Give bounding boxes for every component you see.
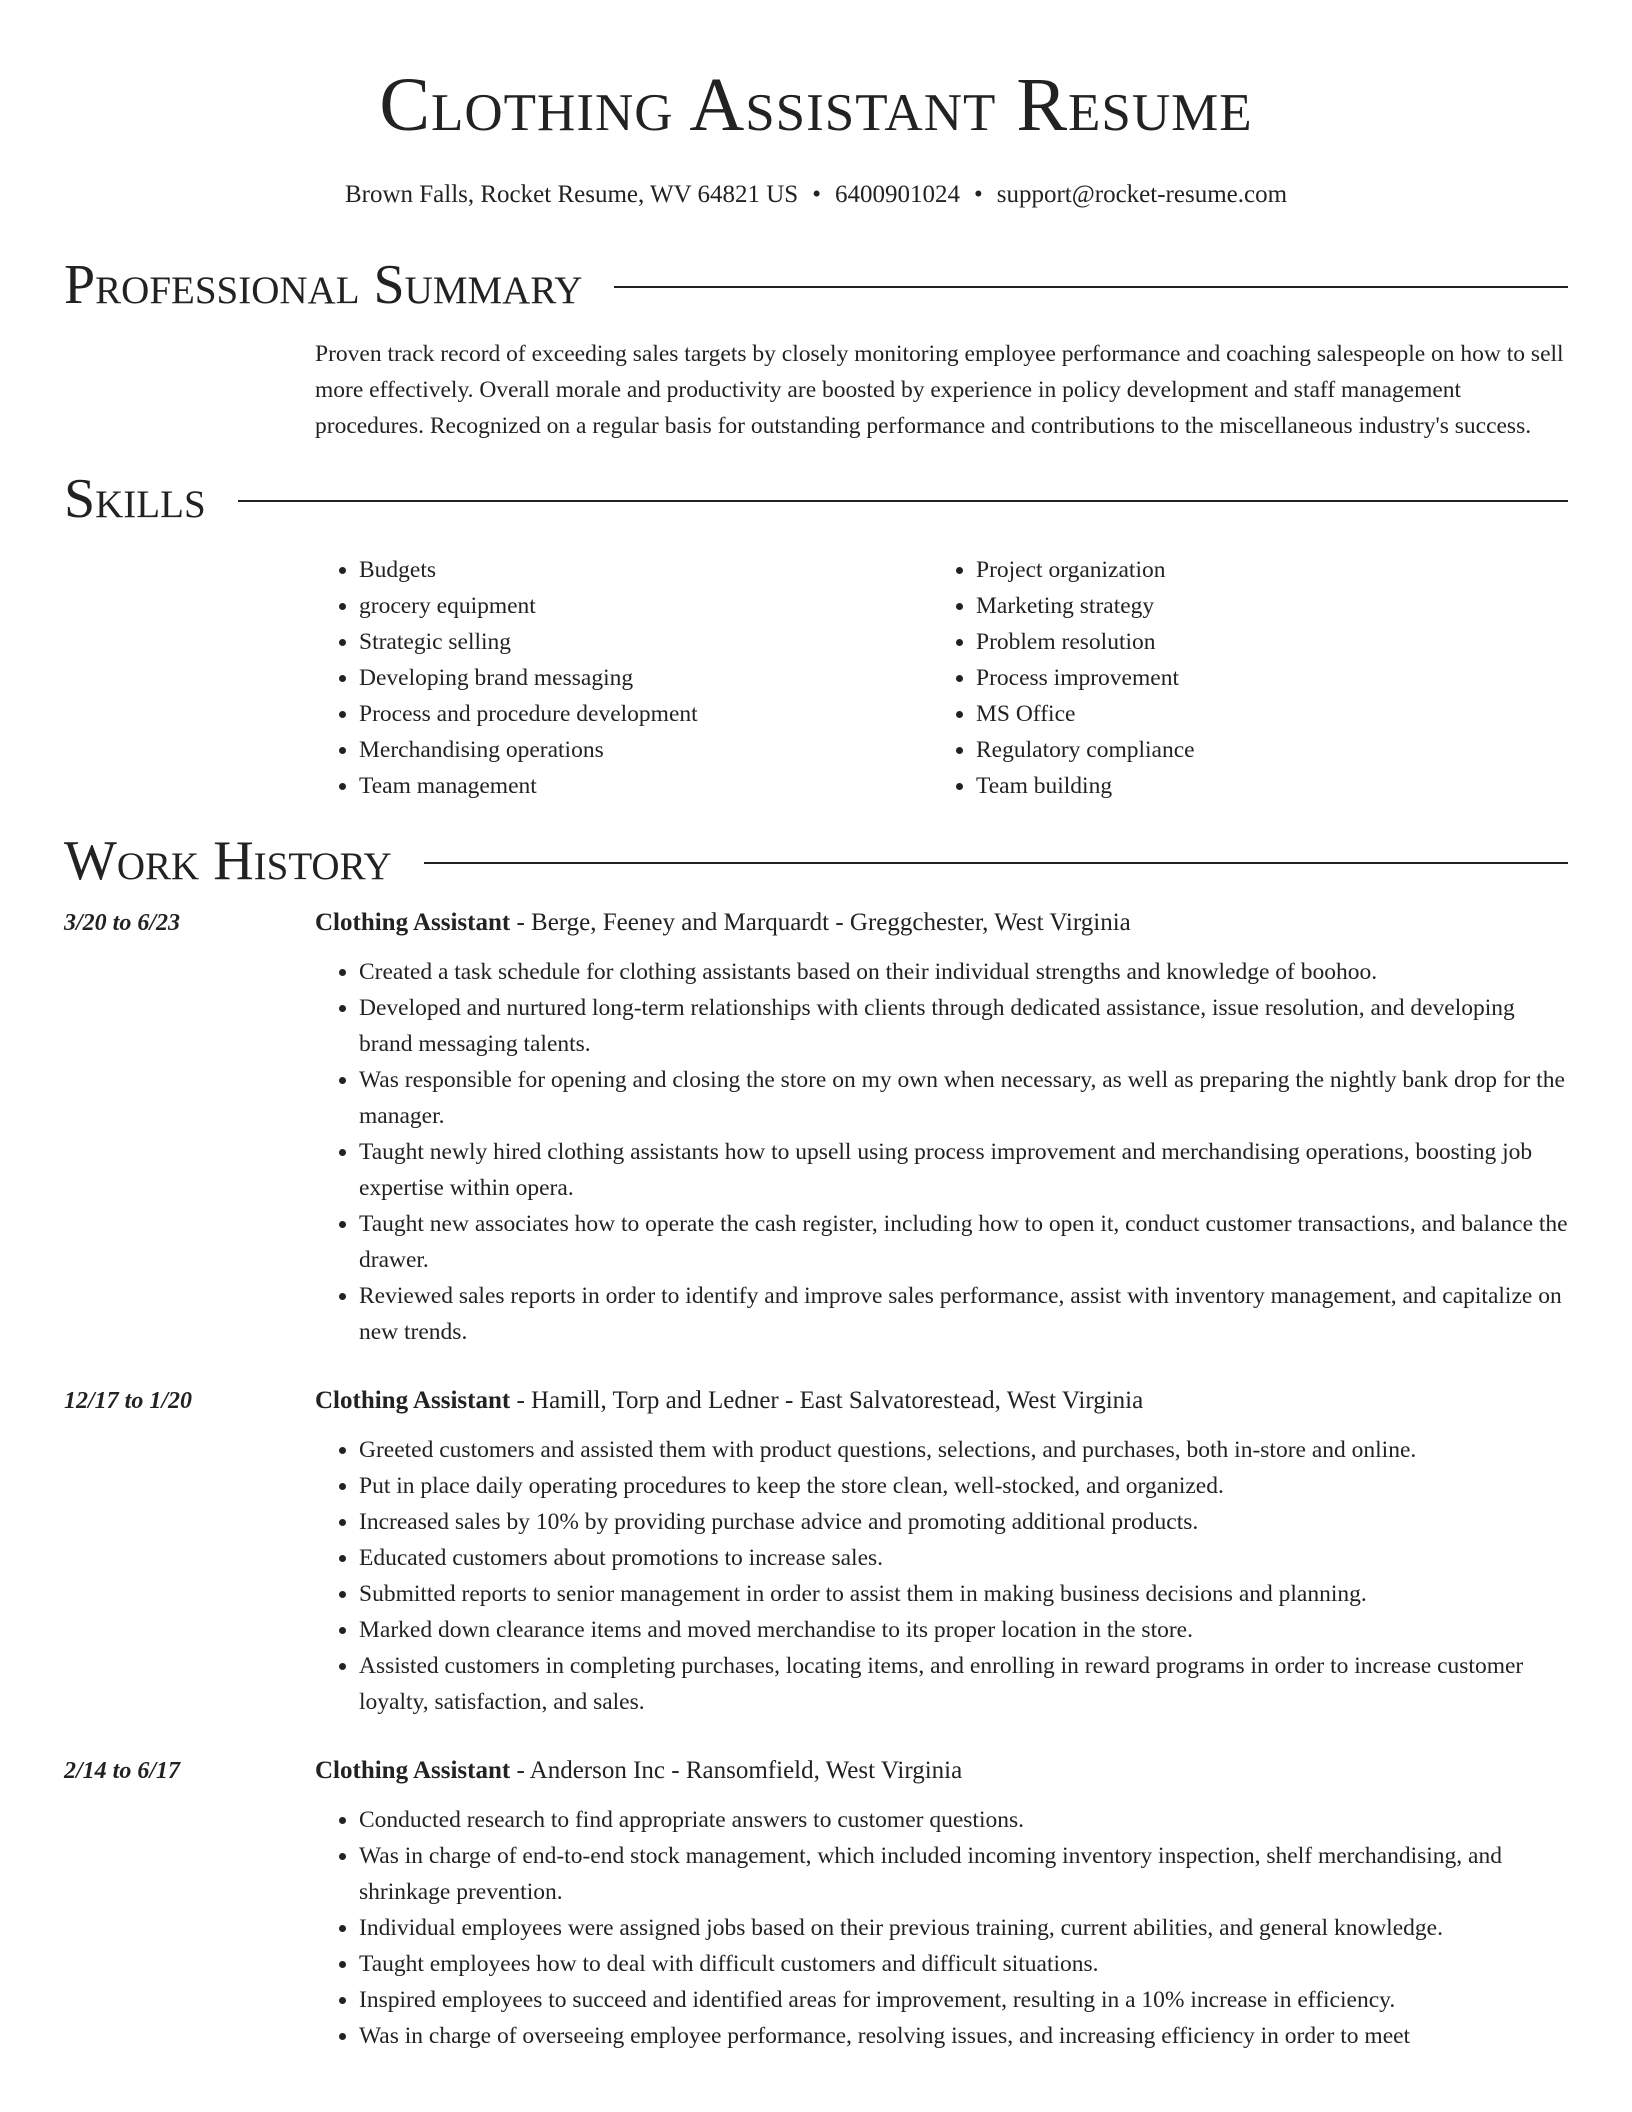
- skill-item: • Budgets: [359, 552, 932, 588]
- job-bullet: • Put in place daily operating procedures to keep the store clean, well-stocked, and organized.: [359, 1468, 1568, 1504]
- job-bullet: • Was responsible for opening and closing the store on my own when necessary, as well as preparing the nightly bank drop for the manager.: [359, 1062, 1568, 1134]
- skills-list: [315, 552, 1568, 804]
- job-bullet: • Developed and nurtured long-term relationships with clients through dedicated assistance, issue resolution, and developing brand messaging talents.: [359, 990, 1568, 1062]
- skill-item: • Team management: [359, 768, 932, 804]
- skill-item: • grocery equipment: [359, 588, 932, 624]
- skills-heading: Skills: [64, 468, 206, 530]
- job-employer-location: - Hamill, Torp and Ledner - East Salvatorestead, West Virginia: [510, 1387, 1144, 1414]
- job-entry: [64, 906, 1568, 1350]
- job-heading: [315, 1754, 1568, 1788]
- skill-item: • Strategic selling: [359, 624, 932, 660]
- job-heading: [315, 1384, 1568, 1418]
- summary-text: Proven track record of exceeding sales targets by closely monitoring employee performance and coaching salespeople on how to sell more effectively. Overall morale and productivity are boosted by experience in policy development and staff management procedures. Recognized on a regular basis for outstanding performance and contributions to the miscellaneous industry's success.: [315, 341, 1564, 439]
- job-bullet: • Submitted reports to senior management in order to assist them in making business decisions and planning.: [359, 1576, 1568, 1612]
- skill-item: • Team building: [976, 768, 1549, 804]
- job-bullets: [315, 1432, 1568, 1720]
- job-bullet: • Was in charge of overseeing employee performance, resolving issues, and increasing efficiency in order to meet: [359, 2018, 1568, 2054]
- resume-title: Clothing Assistant Resume: [379, 63, 1253, 147]
- job-bullet: • Individual employees were assigned jobs based on their previous training, current abilities, and general knowledge.: [359, 1910, 1568, 1946]
- job-dates: 3/20 to 6/23: [64, 910, 181, 936]
- job-bullet: • Increased sales by 10% by providing purchase advice and promoting additional products.: [359, 1504, 1568, 1540]
- job-bullet: • Reviewed sales reports in order to identify and improve sales performance, assist with inventory management, and capitalize on new trends.: [359, 1278, 1568, 1350]
- contact-email: support@rocket-resume.com: [996, 181, 1288, 208]
- skills-section-header: [64, 466, 1568, 532]
- job-bullet: • Created a task schedule for clothing assistants based on their individual strengths and knowledge of boohoo.: [359, 954, 1568, 990]
- section-divider: [424, 862, 1568, 864]
- section-divider: [614, 286, 1568, 288]
- contact-phone: 6400901024: [834, 181, 960, 208]
- job-bullet: • Taught new associates how to operate the cash register, including how to open it, conduct customer transactions, and balance the drawer.: [359, 1206, 1568, 1278]
- work-heading: Work History: [64, 830, 392, 892]
- skill-item: • Project organization: [976, 552, 1549, 588]
- job-dates: 2/14 to 6/17: [64, 1758, 181, 1784]
- job-role: Clothing Assistant: [315, 1387, 511, 1414]
- section-divider: [238, 500, 1568, 502]
- skill-item: • Process improvement: [976, 660, 1549, 696]
- work-section-header: [64, 828, 1568, 894]
- contact-line: [0, 178, 1632, 212]
- job-body: [315, 906, 1568, 1350]
- job-bullet: • Greeted customers and assisted them with product questions, selections, and purchases, both in-store and online.: [359, 1432, 1568, 1468]
- job-dates: 12/17 to 1/20: [64, 1388, 193, 1414]
- job-employer-location: - Anderson Inc - Ransomfield, West Virginia: [510, 1757, 963, 1784]
- job-role: Clothing Assistant: [315, 1757, 511, 1784]
- job-bullets: [315, 1802, 1568, 2054]
- work-history-list: [0, 906, 1632, 2054]
- skill-item: • Merchandising operations: [359, 732, 932, 768]
- skill-item: • Marketing strategy: [976, 588, 1549, 624]
- job-bullet: • Inspired employees to succeed and identified areas for improvement, resulting in a 10% increase in efficiency.: [359, 1982, 1568, 2018]
- job-entry: [64, 1754, 1568, 2054]
- job-body: [315, 1384, 1568, 1720]
- job-employer-location: - Berge, Feeney and Marquardt - Greggchester, West Virginia: [510, 909, 1131, 936]
- job-heading: [315, 906, 1568, 940]
- skill-item: • Problem resolution: [976, 624, 1549, 660]
- job-bullet: • Was in charge of end-to-end stock management, which included incoming inventory inspection, shelf merchandising, and shrinkage prevention.: [359, 1838, 1568, 1910]
- job-bullet: • Marked down clearance items and moved merchandise to its proper location in the store.: [359, 1612, 1568, 1648]
- job-bullet: • Taught newly hired clothing assistants how to upsell using process improvement and merchandising operations, boosting job expertise within opera.: [359, 1134, 1568, 1206]
- skills-column-left: [315, 552, 932, 804]
- skill-item: • Process and procedure development: [359, 696, 932, 732]
- skill-item: • Regulatory compliance: [976, 732, 1549, 768]
- job-bullet: • Taught employees how to deal with difficult customers and difficult situations.: [359, 1946, 1568, 1982]
- summary-section-header: [64, 252, 1568, 318]
- job-bullet: • Conducted research to find appropriate answers to customer questions.: [359, 1802, 1568, 1838]
- job-bullet: • Assisted customers in completing purchases, locating items, and enrolling in reward programs in order to increase customer loyalty, satisfaction, and sales.: [359, 1648, 1568, 1720]
- contact-address: Brown Falls, Rocket Resume, WV 64821 US: [344, 181, 799, 208]
- summary-heading: Professional Summary: [64, 254, 583, 316]
- contact-separator: •: [973, 181, 983, 208]
- skill-item: • Developing brand messaging: [359, 660, 932, 696]
- job-body: [315, 1754, 1568, 2054]
- job-bullet: • Educated customers about promotions to increase sales.: [359, 1540, 1568, 1576]
- skills-column-right: [932, 552, 1549, 804]
- job-bullets: [315, 954, 1568, 1350]
- contact-separator: •: [812, 181, 821, 208]
- job-entry: [64, 1384, 1568, 1720]
- job-role: Clothing Assistant: [315, 909, 511, 936]
- skill-item: • MS Office: [976, 696, 1549, 732]
